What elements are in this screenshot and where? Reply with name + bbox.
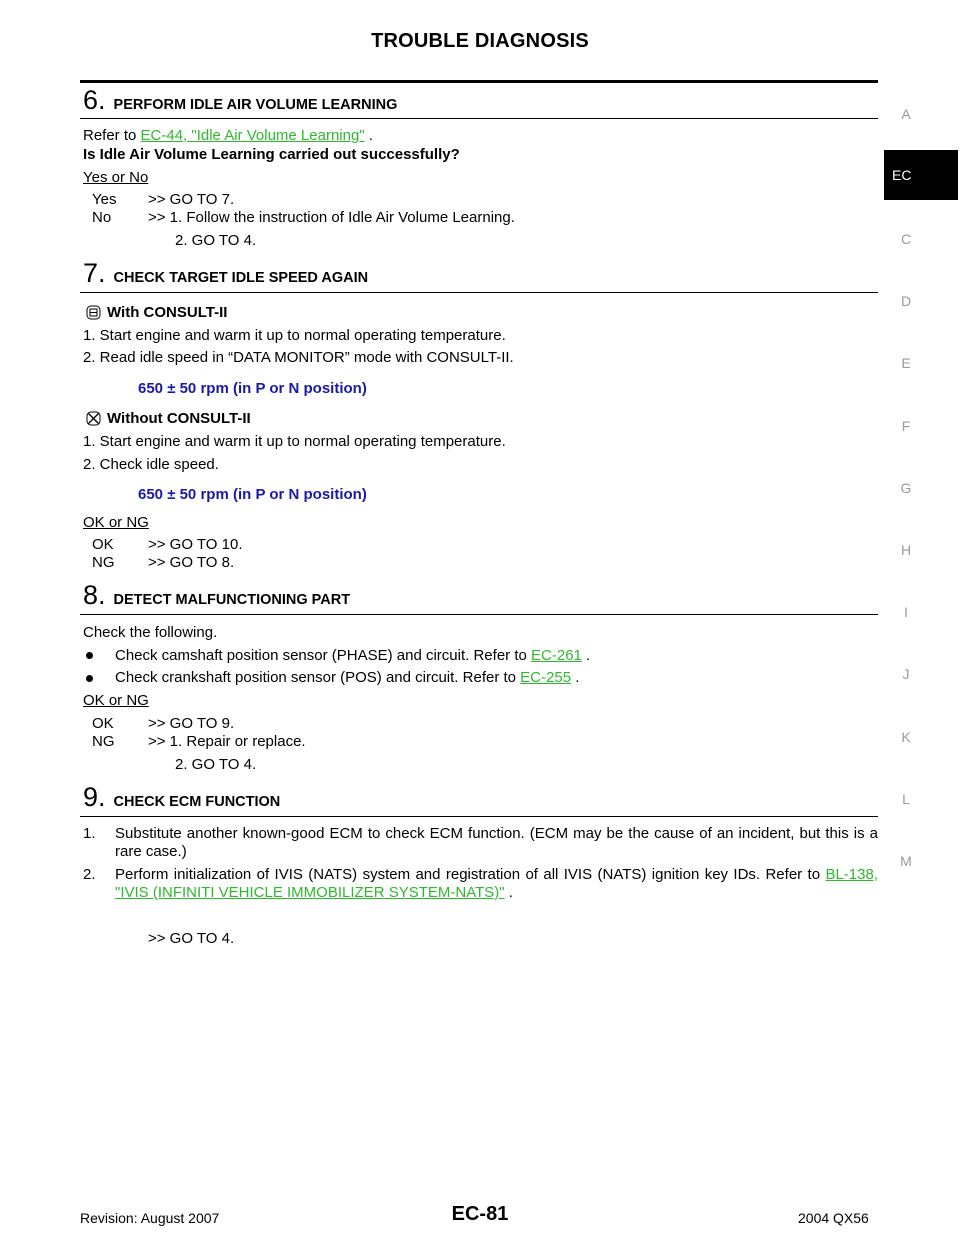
answer-key: No [92,209,112,226]
answer-key: OK [92,715,114,732]
choice-label: OK or NG [83,692,149,709]
step-text: 1. Start engine and warm it up to normal operating temperature. [83,327,506,344]
page-number: EC-81 [451,1203,509,1225]
page-title: TROUBLE DIAGNOSIS [371,30,589,52]
answer-value: >> GO TO 4. [148,930,235,947]
refer-line: Refer to EC-44, "Idle Air Volume Learning" . [83,127,373,144]
index-letter-a[interactable]: A [901,106,911,122]
section-8-heading [83,582,350,609]
section-6-heading [83,87,397,114]
index-letter-m[interactable]: M [900,853,912,869]
section-number: 8. [83,580,106,610]
section-rule [80,816,878,817]
index-letter-h[interactable]: H [900,542,912,558]
header-rule [80,80,878,83]
with-consult-label: With CONSULT-II [107,304,228,321]
index-letter-e[interactable]: E [901,355,911,371]
consult-ii-icon [86,305,101,320]
answer-key: NG [92,733,115,750]
bullet-item: Check camshaft position sensor (PHASE) and circuit. Refer to EC-261 . [115,647,591,664]
index-tab-ec[interactable]: EC [884,150,958,200]
answer-value: >> 1. Follow the instruction of Idle Air Volume Learning. [148,209,515,226]
section-9-heading [83,784,280,811]
step-text: 2. Check idle speed. [83,456,219,473]
index-letter-l[interactable]: L [902,791,910,807]
choice-label: OK or NG [83,514,149,531]
idle-speed-spec: 650 ± 50 rpm (in P or N position) [138,486,367,503]
step-text: 2. Read idle speed in “DATA MONITOR” mode with CONSULT-II. [83,349,514,366]
index-letter-f[interactable]: F [901,418,911,434]
link-ec-44[interactable]: EC-44, "Idle Air Volume Learning" [140,127,365,144]
question-text: Is Idle Air Volume Learning carried out successfully? [83,146,460,163]
section-number: 6. [83,85,106,115]
index-letter-j[interactable]: J [902,666,910,682]
revision-date: Revision: August 2007 [80,1210,220,1226]
answer-value: >> GO TO 8. [148,554,235,571]
link-bl-138[interactable]: BL-138, "IVIS (INFINITI VEHICLE IMMOBILIZER SYSTEM-NATS)" [115,866,878,901]
section-number: 7. [83,258,106,288]
section-number: 9. [83,782,106,812]
choice-label: Yes or No [83,169,149,186]
answer-key: OK [92,536,114,553]
answer-key: Yes [92,191,117,208]
link-ec-255[interactable]: EC-255 [520,669,572,686]
answer-key: NG [92,554,115,571]
no-consult-icon [86,411,101,426]
vehicle-model: 2004 QX56 [798,1210,869,1226]
section-title: CHECK TARGET IDLE SPEED AGAIN [113,270,369,286]
answer-value: >> 1. Repair or replace. [148,733,306,750]
step-text: Substitute another known-good ECM to check ECM function. (ECM may be the cause of an incident, but this is a rare case.) [115,825,878,860]
answer-value: >> GO TO 7. [148,191,235,208]
index-letter-k[interactable]: K [901,729,911,745]
section-7-heading [83,260,368,287]
link-ec-261[interactable]: EC-261 [531,647,582,664]
answer-value: >> GO TO 10. [148,536,243,553]
answer-value: 2. GO TO 4. [175,756,257,773]
bullet-dot [86,675,93,682]
bullet-dot [86,652,93,659]
index-letter-d[interactable]: D [900,293,912,309]
index-letter-c[interactable]: C [900,231,912,247]
step-number: 2. [83,866,96,883]
bullet-item: Check crankshaft position sensor (POS) and circuit. Refer to EC-255 . [115,669,580,686]
idle-speed-spec: 650 ± 50 rpm (in P or N position) [138,380,367,397]
step-number: 1. [83,825,96,842]
step-text: 1. Start engine and warm it up to normal operating temperature. [83,433,506,450]
without-consult-label: Without CONSULT-II [107,410,251,427]
section-title: DETECT MALFUNCTIONING PART [113,592,351,608]
intro-text: Check the following. [83,624,218,641]
index-letter-i[interactable]: I [904,604,908,620]
section-title: CHECK ECM FUNCTION [113,794,281,810]
step-text: Perform initialization of IVIS (NATS) system and registration of all IVIS (NATS) ignition key IDs. Refer to BL-138, "IVIS (INFINITI VEHICLE IMMOBILIZER SYSTEM-NATS)" . [115,866,878,901]
answer-value: >> GO TO 9. [148,715,235,732]
answer-value: 2. GO TO 4. [175,232,257,249]
section-rule [80,292,878,293]
section-rule [80,118,878,119]
section-rule [80,614,878,615]
section-title: PERFORM IDLE AIR VOLUME LEARNING [113,97,398,113]
index-letter-g[interactable]: G [900,480,912,496]
